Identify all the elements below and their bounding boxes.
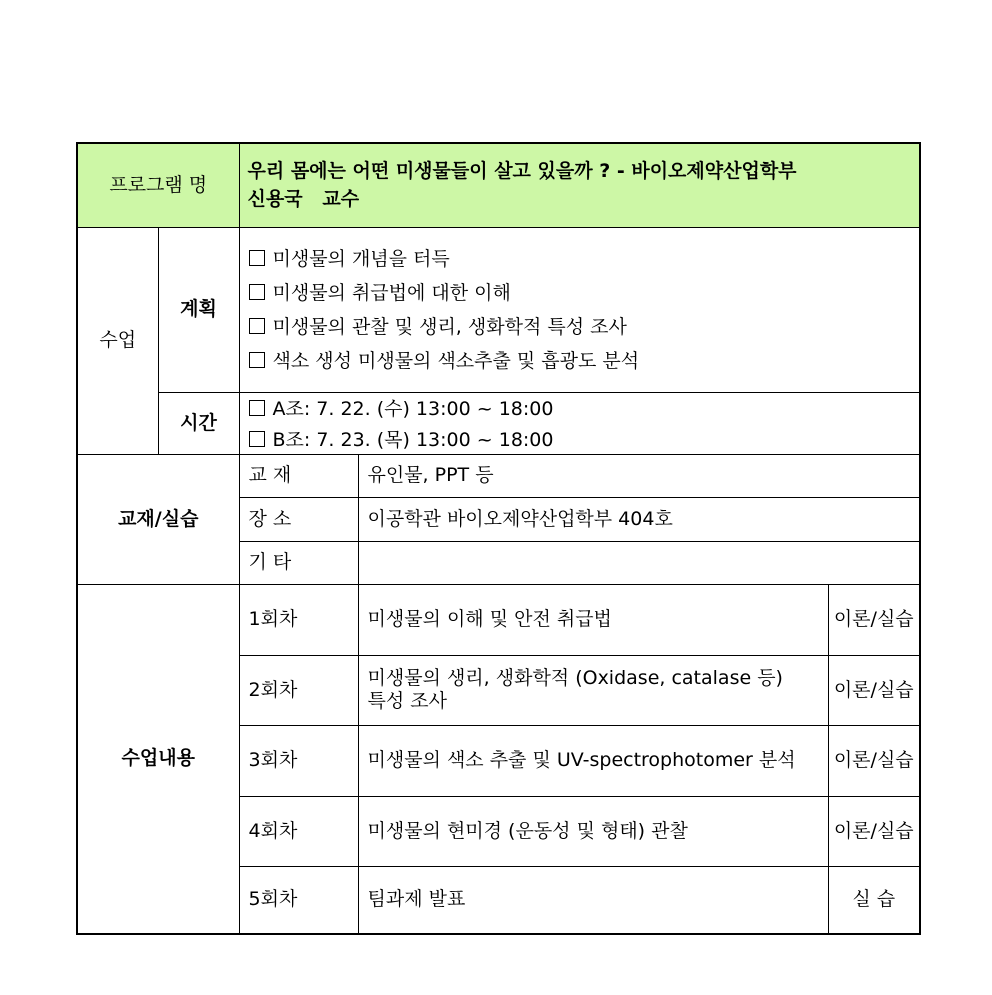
plan-item bbox=[249, 242, 911, 276]
session-description: 미생물의 이해 및 안전 취급법 bbox=[358, 584, 828, 655]
time-item-text: B조: 7. 23. (목) 13:00 ~ 18:00 bbox=[272, 428, 554, 451]
session-number: 5회차 bbox=[239, 866, 358, 934]
checkbox-icon bbox=[249, 318, 265, 334]
plan-item-text: 미생물의 관찰 및 생리, 생화학적 특성 조사 bbox=[272, 315, 627, 338]
session-type: 이론/실습 bbox=[828, 796, 920, 866]
materials-label: 교재/실습 bbox=[77, 454, 239, 584]
checkbox-icon bbox=[249, 400, 265, 416]
materials-value: 유인물, PPT 등 bbox=[358, 454, 920, 497]
session-type: 이론/실습 bbox=[828, 655, 920, 725]
time-item bbox=[249, 393, 911, 426]
session-description: 팀과제 발표 bbox=[358, 866, 828, 934]
plan-item bbox=[249, 310, 911, 344]
materials-key: 기 타 bbox=[239, 541, 358, 584]
materials-value: 이공학관 바이오제약산업학부 404호 bbox=[358, 497, 920, 541]
plan-item bbox=[249, 276, 911, 310]
plan-item bbox=[249, 344, 911, 378]
content-label: 수업내용 bbox=[77, 584, 239, 934]
time-list bbox=[239, 392, 920, 454]
program-title bbox=[239, 143, 920, 227]
session-description: 미생물의 현미경 (운동성 및 형태) 관찰 bbox=[358, 796, 828, 866]
session-type: 실 습 bbox=[828, 866, 920, 934]
checkbox-icon bbox=[249, 250, 265, 266]
plan-list bbox=[239, 227, 920, 392]
time-label: 시간 bbox=[158, 392, 239, 454]
materials-key: 장 소 bbox=[239, 497, 358, 541]
checkbox-icon bbox=[249, 284, 265, 300]
session-type: 이론/실습 bbox=[828, 584, 920, 655]
session-number: 2회차 bbox=[239, 655, 358, 725]
program-table bbox=[76, 142, 921, 935]
program-title-line1: 우리 몸에는 어떤 미생물들이 살고 있을까 ? - 바이오제약산업학부 bbox=[247, 159, 797, 182]
session-description-line2: 특성 조사 bbox=[367, 690, 447, 712]
time-item-text: A조: 7. 22. (수) 13:00 ~ 18:00 bbox=[272, 397, 554, 420]
plan-item-text: 색소 생성 미생물의 색소추출 및 흡광도 분석 bbox=[272, 349, 640, 372]
session-type: 이론/실습 bbox=[828, 725, 920, 796]
program-title-line2: 신용국 교수 bbox=[247, 188, 360, 211]
session-number: 4회차 bbox=[239, 796, 358, 866]
session-description bbox=[358, 655, 828, 725]
session-number: 3회차 bbox=[239, 725, 358, 796]
plan-item-text: 미생물의 개념을 터득 bbox=[272, 247, 450, 270]
materials-key: 교 재 bbox=[239, 454, 358, 497]
time-item bbox=[249, 426, 911, 454]
plan-item-text: 미생물의 취급법에 대한 이해 bbox=[272, 281, 511, 304]
session-description: 미생물의 색소 추출 및 UV-spectrophotomer 분석 bbox=[358, 725, 828, 796]
program-name-label: 프로그램 명 bbox=[77, 143, 239, 227]
session-description-line1: 미생물의 생리, 생화학적 (Oxidase, catalase 등) bbox=[367, 667, 783, 690]
plan-label: 계획 bbox=[158, 227, 239, 392]
class-label: 수업 bbox=[77, 227, 158, 454]
checkbox-icon bbox=[249, 431, 265, 447]
materials-value bbox=[358, 541, 920, 584]
checkbox-icon bbox=[249, 352, 265, 368]
session-number: 1회차 bbox=[239, 584, 358, 655]
